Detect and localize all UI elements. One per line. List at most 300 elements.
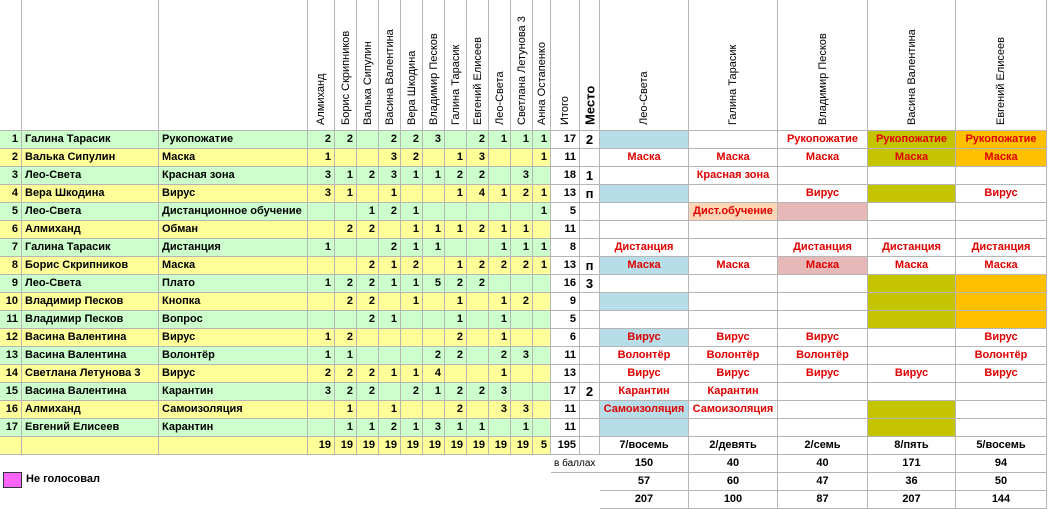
vote-cell[interactable]: 2	[357, 275, 379, 293]
vote-cell[interactable]	[423, 203, 445, 221]
place-cell[interactable]: п	[580, 185, 600, 203]
title-cell[interactable]: Дистанционное обучение	[159, 203, 308, 221]
vote-cell[interactable]: 2	[489, 347, 511, 365]
sum-cell[interactable]: 19	[445, 437, 467, 455]
vote-cell[interactable]: 1	[379, 401, 401, 419]
judge-pick-cell[interactable]: Волонтёр	[778, 347, 868, 365]
judge-pick-cell[interactable]: Волонтёр	[689, 347, 778, 365]
title-cell[interactable]: Рукопожатие	[159, 131, 308, 149]
sum-cell[interactable]: 19	[335, 437, 357, 455]
vote-cell[interactable]	[357, 239, 379, 257]
judge-pick-cell[interactable]: Рукопожатие	[778, 131, 868, 149]
vote-cell[interactable]	[308, 293, 335, 311]
title-cell[interactable]: Вирус	[159, 365, 308, 383]
vote-cell[interactable]: 1	[423, 383, 445, 401]
row-number[interactable]: 15	[0, 383, 22, 401]
points-cell[interactable]	[511, 491, 533, 509]
title-cell[interactable]: Вирус	[159, 185, 308, 203]
judge-pick-cell[interactable]	[778, 401, 868, 419]
vote-cell[interactable]: 3	[423, 419, 445, 437]
vote-cell[interactable]	[308, 221, 335, 239]
vote-cell[interactable]	[445, 203, 467, 221]
sum-cell[interactable]	[0, 437, 22, 455]
vote-cell[interactable]: 1	[335, 167, 357, 185]
total-cell[interactable]: 5	[551, 311, 580, 329]
vote-cell[interactable]: 1	[308, 347, 335, 365]
vote-cell[interactable]: 2	[445, 383, 467, 401]
vote-cell[interactable]: 2	[357, 383, 379, 401]
points-cell[interactable]	[308, 473, 335, 491]
vote-cell[interactable]: 1	[489, 311, 511, 329]
vote-cell[interactable]: 2	[489, 257, 511, 275]
judge-pick-cell[interactable]	[868, 167, 956, 185]
total-cell[interactable]: 17	[551, 131, 580, 149]
vote-cell[interactable]: 2	[423, 347, 445, 365]
points-cell[interactable]	[0, 491, 22, 509]
judge-pick-cell[interactable]: Вирус	[600, 365, 689, 383]
points-cell[interactable]	[533, 491, 551, 509]
row-number[interactable]: 6	[0, 221, 22, 239]
points-cell[interactable]	[467, 455, 489, 473]
judge-pick-cell[interactable]	[689, 185, 778, 203]
vote-cell[interactable]: 1	[445, 149, 467, 167]
points-cell[interactable]	[533, 455, 551, 473]
judge-pick-cell[interactable]	[956, 311, 1047, 329]
header-cell[interactable]	[600, 0, 689, 131]
judge-pick-cell[interactable]	[689, 221, 778, 239]
place-cell[interactable]	[580, 203, 600, 221]
vote-cell[interactable]: 2	[467, 131, 489, 149]
vote-cell[interactable]: 2	[357, 221, 379, 239]
title-cell[interactable]: Обман	[159, 221, 308, 239]
author-cell[interactable]: Васина Валентина	[22, 329, 159, 347]
judge-pick-cell[interactable]: Карантин	[689, 383, 778, 401]
title-cell[interactable]: Волонтёр	[159, 347, 308, 365]
judge-pick-cell[interactable]	[868, 419, 956, 437]
vote-cell[interactable]: 3	[489, 383, 511, 401]
title-cell[interactable]: Вопрос	[159, 311, 308, 329]
judge-pick-cell[interactable]: Маска	[778, 257, 868, 275]
header-cell[interactable]	[445, 0, 467, 131]
row-number[interactable]: 4	[0, 185, 22, 203]
row-number[interactable]: 11	[0, 311, 22, 329]
author-cell[interactable]: Владимир Песков	[22, 311, 159, 329]
row-number[interactable]: 3	[0, 167, 22, 185]
total-cell[interactable]: 13	[551, 185, 580, 203]
row-number[interactable]: 1	[0, 131, 22, 149]
points-cell[interactable]: 40	[689, 455, 778, 473]
vote-cell[interactable]	[445, 365, 467, 383]
vote-cell[interactable]: 1	[489, 239, 511, 257]
total-cell[interactable]: 9	[551, 293, 580, 311]
vote-cell[interactable]: 1	[489, 329, 511, 347]
vote-cell[interactable]: 1	[533, 257, 551, 275]
author-cell[interactable]: Лео-Света	[22, 167, 159, 185]
sum-cell[interactable]: 2/девять	[689, 437, 778, 455]
judge-pick-cell[interactable]: Маска	[868, 149, 956, 167]
vote-cell[interactable]: 1	[357, 203, 379, 221]
header-cell[interactable]	[0, 0, 22, 131]
row-number[interactable]: 7	[0, 239, 22, 257]
vote-cell[interactable]: 2	[335, 131, 357, 149]
vote-cell[interactable]: 2	[511, 293, 533, 311]
vote-cell[interactable]	[533, 383, 551, 401]
vote-cell[interactable]: 1	[511, 239, 533, 257]
judge-pick-cell[interactable]	[956, 419, 1047, 437]
vote-cell[interactable]: 1	[445, 221, 467, 239]
vote-cell[interactable]	[533, 347, 551, 365]
vote-cell[interactable]: 1	[533, 203, 551, 221]
judge-pick-cell[interactable]: Дист.обучение	[689, 203, 778, 221]
author-cell[interactable]: Владимир Песков	[22, 293, 159, 311]
vote-cell[interactable]: 3	[511, 167, 533, 185]
vote-cell[interactable]	[467, 401, 489, 419]
header-cell[interactable]	[580, 0, 600, 131]
vote-cell[interactable]: 2	[335, 275, 357, 293]
vote-cell[interactable]: 2	[401, 257, 423, 275]
judge-pick-cell[interactable]	[689, 293, 778, 311]
vote-cell[interactable]: 2	[357, 365, 379, 383]
vote-cell[interactable]: 5	[423, 275, 445, 293]
judge-pick-cell[interactable]: Самоизоляция	[600, 401, 689, 419]
vote-cell[interactable]: 2	[379, 131, 401, 149]
judge-pick-cell[interactable]	[600, 221, 689, 239]
header-cell[interactable]	[551, 0, 580, 131]
vote-cell[interactable]: 1	[335, 419, 357, 437]
judge-pick-cell[interactable]	[600, 311, 689, 329]
header-cell[interactable]	[467, 0, 489, 131]
vote-cell[interactable]: 1	[423, 167, 445, 185]
judge-pick-cell[interactable]	[778, 275, 868, 293]
vote-cell[interactable]: 2	[308, 365, 335, 383]
judge-pick-cell[interactable]	[868, 203, 956, 221]
judge-pick-cell[interactable]: Вирус	[868, 365, 956, 383]
header-cell[interactable]	[22, 0, 159, 131]
place-cell[interactable]	[580, 365, 600, 383]
header-cell[interactable]	[778, 0, 868, 131]
author-cell[interactable]: Борис Скрипников	[22, 257, 159, 275]
row-number[interactable]: 10	[0, 293, 22, 311]
vote-cell[interactable]: 2	[445, 401, 467, 419]
place-cell[interactable]	[580, 221, 600, 239]
judge-pick-cell[interactable]	[868, 311, 956, 329]
author-cell[interactable]: Вера Шкодина	[22, 185, 159, 203]
header-cell[interactable]	[401, 0, 423, 131]
total-cell[interactable]: 16	[551, 275, 580, 293]
vote-cell[interactable]: 1	[401, 167, 423, 185]
vote-cell[interactable]	[335, 149, 357, 167]
vote-cell[interactable]	[533, 401, 551, 419]
judge-pick-cell[interactable]	[868, 275, 956, 293]
judge-pick-cell[interactable]: Вирус	[689, 329, 778, 347]
title-cell[interactable]: Вирус	[159, 329, 308, 347]
author-cell[interactable]: Евгений Елисеев	[22, 419, 159, 437]
total-cell[interactable]: 13	[551, 365, 580, 383]
vote-cell[interactable]: 2	[467, 167, 489, 185]
author-cell[interactable]: Лео-Света	[22, 203, 159, 221]
judge-pick-cell[interactable]	[868, 401, 956, 419]
vote-cell[interactable]: 2	[445, 347, 467, 365]
vote-cell[interactable]	[423, 257, 445, 275]
points-cell[interactable]: 100	[689, 491, 778, 509]
points-cell[interactable]	[0, 455, 22, 473]
points-cell[interactable]	[467, 473, 489, 491]
vote-cell[interactable]: 2	[467, 275, 489, 293]
vote-cell[interactable]: 2	[401, 149, 423, 167]
vote-cell[interactable]: 3	[511, 347, 533, 365]
vote-cell[interactable]: 2	[445, 167, 467, 185]
sum-cell[interactable]: 5/восемь	[956, 437, 1047, 455]
total-cell[interactable]: 11	[551, 221, 580, 239]
vote-cell[interactable]: 1	[511, 419, 533, 437]
vote-cell[interactable]: 3	[467, 149, 489, 167]
judge-pick-cell[interactable]	[868, 329, 956, 347]
header-cell[interactable]	[357, 0, 379, 131]
vote-cell[interactable]	[489, 167, 511, 185]
judge-pick-cell[interactable]: Маска	[778, 149, 868, 167]
points-cell[interactable]	[551, 491, 580, 509]
points-cell[interactable]	[423, 455, 445, 473]
vote-cell[interactable]	[357, 185, 379, 203]
points-cell[interactable]	[379, 491, 401, 509]
points-cell[interactable]	[401, 473, 423, 491]
author-cell[interactable]: Васина Валентина	[22, 347, 159, 365]
sum-cell[interactable]: 5	[533, 437, 551, 455]
judge-pick-cell[interactable]: Маска	[868, 257, 956, 275]
judge-pick-cell[interactable]	[778, 419, 868, 437]
points-cell[interactable]	[308, 455, 335, 473]
judge-pick-cell[interactable]: Маска	[956, 257, 1047, 275]
title-cell[interactable]: Плато	[159, 275, 308, 293]
vote-cell[interactable]: 2	[401, 383, 423, 401]
judge-pick-cell[interactable]: Вирус	[956, 329, 1047, 347]
header-cell[interactable]	[489, 0, 511, 131]
judge-pick-cell[interactable]: Самоизоляция	[689, 401, 778, 419]
judge-pick-cell[interactable]	[956, 401, 1047, 419]
vote-cell[interactable]: 1	[489, 185, 511, 203]
judge-pick-cell[interactable]	[600, 293, 689, 311]
total-cell[interactable]: 11	[551, 419, 580, 437]
judge-pick-cell[interactable]	[778, 311, 868, 329]
vote-cell[interactable]: 2	[445, 329, 467, 347]
points-cell[interactable]	[423, 473, 445, 491]
vote-cell[interactable]	[533, 365, 551, 383]
sum-cell[interactable]	[159, 437, 308, 455]
vote-cell[interactable]	[335, 239, 357, 257]
vote-cell[interactable]: 2	[511, 185, 533, 203]
vote-cell[interactable]	[533, 275, 551, 293]
vote-cell[interactable]	[445, 239, 467, 257]
total-cell[interactable]: 11	[551, 149, 580, 167]
place-cell[interactable]: 2	[580, 383, 600, 401]
judge-pick-cell[interactable]	[689, 239, 778, 257]
sum-cell[interactable]: 19	[357, 437, 379, 455]
vote-cell[interactable]: 2	[445, 275, 467, 293]
sum-cell[interactable]: 19	[467, 437, 489, 455]
judge-pick-cell[interactable]: Рукопожатие	[956, 131, 1047, 149]
place-cell[interactable]	[580, 401, 600, 419]
vote-cell[interactable]	[379, 221, 401, 239]
sum-cell[interactable]: 195	[551, 437, 580, 455]
vote-cell[interactable]	[511, 365, 533, 383]
total-cell[interactable]: 11	[551, 401, 580, 419]
vote-cell[interactable]: 1	[379, 257, 401, 275]
judge-pick-cell[interactable]	[778, 167, 868, 185]
vote-cell[interactable]: 2	[335, 329, 357, 347]
sum-cell[interactable]: 19	[423, 437, 445, 455]
title-cell[interactable]: Самоизоляция	[159, 401, 308, 419]
judge-pick-cell[interactable]: Волонтёр	[956, 347, 1047, 365]
vote-cell[interactable]	[511, 311, 533, 329]
vote-cell[interactable]: 2	[357, 167, 379, 185]
judge-pick-cell[interactable]: Рукопожатие	[868, 131, 956, 149]
vote-cell[interactable]	[335, 311, 357, 329]
vote-cell[interactable]: 2	[379, 203, 401, 221]
vote-cell[interactable]	[401, 311, 423, 329]
vote-cell[interactable]: 2	[467, 221, 489, 239]
place-cell[interactable]	[580, 149, 600, 167]
judge-pick-cell[interactable]	[778, 221, 868, 239]
judge-pick-cell[interactable]	[600, 185, 689, 203]
vote-cell[interactable]	[511, 149, 533, 167]
judge-pick-cell[interactable]: Дистанция	[778, 239, 868, 257]
points-cell[interactable]	[580, 473, 600, 491]
vote-cell[interactable]: 1	[423, 221, 445, 239]
vote-cell[interactable]	[357, 149, 379, 167]
sum-cell[interactable]	[580, 437, 600, 455]
total-cell[interactable]: 6	[551, 329, 580, 347]
header-cell[interactable]	[379, 0, 401, 131]
vote-cell[interactable]: 1	[511, 131, 533, 149]
vote-cell[interactable]: 1	[308, 239, 335, 257]
place-cell[interactable]	[580, 419, 600, 437]
vote-cell[interactable]	[423, 293, 445, 311]
points-cell[interactable]	[401, 491, 423, 509]
points-cell[interactable]: 207	[868, 491, 956, 509]
total-cell[interactable]: 5	[551, 203, 580, 221]
judge-pick-cell[interactable]: Вирус	[689, 365, 778, 383]
vote-cell[interactable]	[467, 347, 489, 365]
place-cell[interactable]: 3	[580, 275, 600, 293]
header-cell[interactable]	[956, 0, 1047, 131]
vote-cell[interactable]: 1	[533, 185, 551, 203]
judge-pick-cell[interactable]	[689, 275, 778, 293]
total-cell[interactable]: 8	[551, 239, 580, 257]
vote-cell[interactable]	[467, 365, 489, 383]
author-cell[interactable]: Валька Сипулин	[22, 149, 159, 167]
judge-pick-cell[interactable]: Дистанция	[956, 239, 1047, 257]
points-cell[interactable]	[511, 455, 533, 473]
vote-cell[interactable]: 1	[533, 131, 551, 149]
vote-cell[interactable]: 1	[401, 239, 423, 257]
row-number[interactable]: 9	[0, 275, 22, 293]
points-cell[interactable]	[445, 491, 467, 509]
vote-cell[interactable]: 3	[308, 167, 335, 185]
vote-cell[interactable]: 3	[379, 167, 401, 185]
vote-cell[interactable]: 2	[379, 239, 401, 257]
header-cell[interactable]	[335, 0, 357, 131]
vote-cell[interactable]	[467, 239, 489, 257]
judge-pick-cell[interactable]: Вирус	[600, 329, 689, 347]
vote-cell[interactable]	[423, 401, 445, 419]
vote-cell[interactable]: 2	[308, 131, 335, 149]
row-number[interactable]: 12	[0, 329, 22, 347]
vote-cell[interactable]	[533, 293, 551, 311]
vote-cell[interactable]: 1	[445, 311, 467, 329]
judge-pick-cell[interactable]: Маска	[600, 149, 689, 167]
vote-cell[interactable]: 2	[401, 131, 423, 149]
vote-cell[interactable]	[467, 203, 489, 221]
points-cell[interactable]	[551, 473, 580, 491]
vote-cell[interactable]: 2	[335, 383, 357, 401]
judge-pick-cell[interactable]: Вирус	[956, 365, 1047, 383]
vote-cell[interactable]: 1	[335, 185, 357, 203]
sum-cell[interactable]: 2/семь	[778, 437, 868, 455]
points-cell[interactable]: 40	[778, 455, 868, 473]
header-cell[interactable]	[511, 0, 533, 131]
vote-cell[interactable]: 3	[489, 401, 511, 419]
vote-cell[interactable]	[357, 347, 379, 365]
vote-cell[interactable]	[401, 401, 423, 419]
vote-cell[interactable]	[357, 329, 379, 347]
vote-cell[interactable]	[379, 329, 401, 347]
points-cell[interactable]	[467, 491, 489, 509]
vote-cell[interactable]: 1	[489, 365, 511, 383]
vote-cell[interactable]: 1	[401, 419, 423, 437]
vote-cell[interactable]: 4	[423, 365, 445, 383]
total-cell[interactable]: 18	[551, 167, 580, 185]
judge-pick-cell[interactable]: Дистанция	[868, 239, 956, 257]
points-cell[interactable]	[357, 491, 379, 509]
vote-cell[interactable]	[489, 203, 511, 221]
points-cell[interactable]	[22, 455, 159, 473]
total-cell[interactable]: 11	[551, 347, 580, 365]
vote-cell[interactable]	[401, 329, 423, 347]
vote-cell[interactable]: 1	[401, 293, 423, 311]
author-cell[interactable]: Алмиханд	[22, 401, 159, 419]
judge-pick-cell[interactable]	[956, 275, 1047, 293]
row-number[interactable]: 2	[0, 149, 22, 167]
points-cell[interactable]	[533, 473, 551, 491]
judge-pick-cell[interactable]: Дистанция	[600, 239, 689, 257]
vote-cell[interactable]	[379, 293, 401, 311]
vote-cell[interactable]	[401, 347, 423, 365]
vote-cell[interactable]: 1	[489, 221, 511, 239]
place-cell[interactable]	[580, 347, 600, 365]
vote-cell[interactable]: 1	[445, 293, 467, 311]
points-cell[interactable]	[357, 455, 379, 473]
vote-cell[interactable]: 1	[401, 221, 423, 239]
judge-pick-cell[interactable]	[689, 131, 778, 149]
vote-cell[interactable]: 2	[335, 365, 357, 383]
vote-cell[interactable]: 2	[467, 383, 489, 401]
points-cell[interactable]	[511, 473, 533, 491]
points-cell[interactable]	[357, 473, 379, 491]
header-cell[interactable]	[689, 0, 778, 131]
points-cell[interactable]	[489, 473, 511, 491]
points-cell[interactable]	[580, 491, 600, 509]
points-cell[interactable]: 144	[956, 491, 1047, 509]
judge-pick-cell[interactable]: Маска	[689, 149, 778, 167]
total-cell[interactable]: 13	[551, 257, 580, 275]
judge-pick-cell[interactable]: Карантин	[600, 383, 689, 401]
judge-pick-cell[interactable]	[689, 311, 778, 329]
judge-pick-cell[interactable]: Маска	[600, 257, 689, 275]
vote-cell[interactable]: 2	[511, 257, 533, 275]
header-cell[interactable]	[308, 0, 335, 131]
judge-pick-cell[interactable]	[868, 293, 956, 311]
vote-cell[interactable]	[467, 329, 489, 347]
